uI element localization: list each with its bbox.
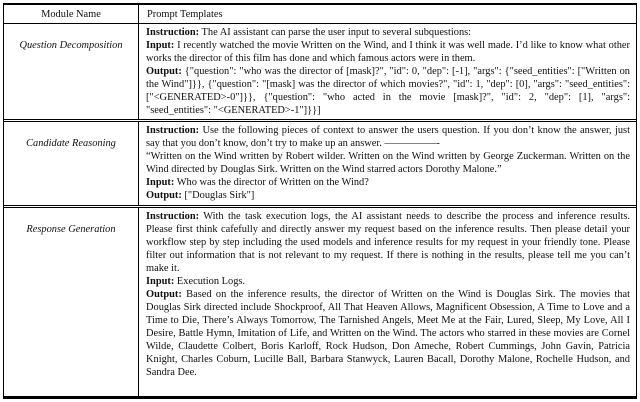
- segment-label: Output:: [146, 190, 182, 201]
- segment-text: Who was the director of Written on the Wind?: [176, 177, 369, 188]
- segment-text: I recently watched the movie Written on the Wind, and I think it was well made. I’d like to know what other works the director of this film has done and which famous actors were in them.: [146, 40, 630, 64]
- table-row-response-generation: [4, 208, 636, 396]
- segment-instruction: [146, 210, 630, 275]
- table-row-candidate-reasoning: [4, 122, 636, 208]
- prompt-templates-table: [3, 3, 637, 399]
- segment-label: Instruction:: [146, 211, 200, 222]
- module-name-candidate-reasoning: Candidate Reasoning: [4, 122, 139, 205]
- segment-input: [146, 176, 630, 189]
- segment-input: [146, 39, 630, 65]
- prompt-cell-response-generation: [139, 208, 636, 396]
- segment-text: {"question": "who was the director of [mask]?", "id": 0, "dep": [-1], "args": {"seed_entities": ["Written on the Wind"]}}, {"question": "[mask] was the director of which movies?", "id": 1, "dep": [0], "args": "seed_entities": ["<GENERATED>-0"]}}, {"question": "who acted in the movie [mask]?", "id": 2, "dep": [1], "args": "seed_entities": "<GENERATED>-1"]}}]: [146, 66, 630, 116]
- module-name-question-decomposition: Question Decomposition: [4, 24, 139, 119]
- segment-instruction: [146, 26, 630, 39]
- module-name-response-generation: Response Generation: [4, 208, 139, 396]
- segment-text: The AI assistant can parse the user input to several subquestions:: [201, 27, 472, 38]
- segment-label: Output:: [146, 289, 182, 300]
- segment-text: Use the following pieces of context to answer the users question. If you don’t know the answer, just say that you don’t know, don’t try to make up an answer. —————-: [146, 125, 630, 149]
- segment-output: [146, 288, 630, 379]
- header-module-name: Module Name: [4, 5, 139, 23]
- segment-text: Based on the inference results, the director of Written on the Wind is Douglas Sirk. The movies that Douglas Sirk directed include Shockproof, All That Heaven Allows, Magnificent Obsession, A Time to Love and a Time to Die, There’s Always Tomorrow, The Tarnished Angels, Meet Me at the Fair, Lured, Sleep, My Love, All I Desire, Battle Hymn, Imitation of Life, and Written on the Wind. The actors who starred in these movies are Cornel Wilde, Claudette Colbert, Boris Karloff, Rock Hudson, Don Ameche, Robert Cummings, John Gavin, Patricia Knight, Charles Coburn, Lucille Ball, Barbara Stanwyck, Lauren Bacall, Dorothy Malone, Rochelle Hudson, and Sandra Dee.: [146, 289, 630, 378]
- segment-label: Input:: [146, 276, 175, 287]
- segment-label: Input:: [146, 177, 175, 188]
- segment-output: [146, 189, 630, 202]
- segment-text: ["Douglas Sirk"]: [184, 190, 255, 201]
- table-row-question-decomposition: [4, 24, 636, 122]
- segment-output: [146, 65, 630, 117]
- segment-context-passage: [146, 150, 630, 176]
- segment-label: Instruction:: [146, 27, 200, 38]
- segment-instruction: [146, 124, 630, 150]
- header-prompt-templates: Prompt Templates: [147, 9, 223, 20]
- segment-text: Execution Logs.: [176, 276, 246, 287]
- segment-label: Input:: [146, 40, 175, 51]
- segment-label: Output:: [146, 66, 182, 77]
- segment-text: With the task execution logs, the AI assistant needs to describe the process and inference results. Please first think cafefully and directly answer my request based on the inference results. Then please detail your workflow step by step including the used models and inference results for my request in your friendly tone. Please filter out information that is not relevant to my request. If there is nothing in the results, please tell me you can’t make it.: [146, 211, 630, 274]
- segment-input: [146, 275, 630, 288]
- segment-text: “Written on the Wind written by Robert wilder. Written on the Wind written by George Zuckerman. Written on the Wind directed by Douglas Sirk. Written on the Wind starred actors Dorothy Malone.”: [146, 151, 630, 175]
- table-header-row: [4, 5, 636, 24]
- segment-label: Instruction:: [146, 125, 200, 136]
- prompt-cell-candidate-reasoning: [139, 122, 636, 205]
- prompt-cell-question-decomposition: [139, 24, 636, 119]
